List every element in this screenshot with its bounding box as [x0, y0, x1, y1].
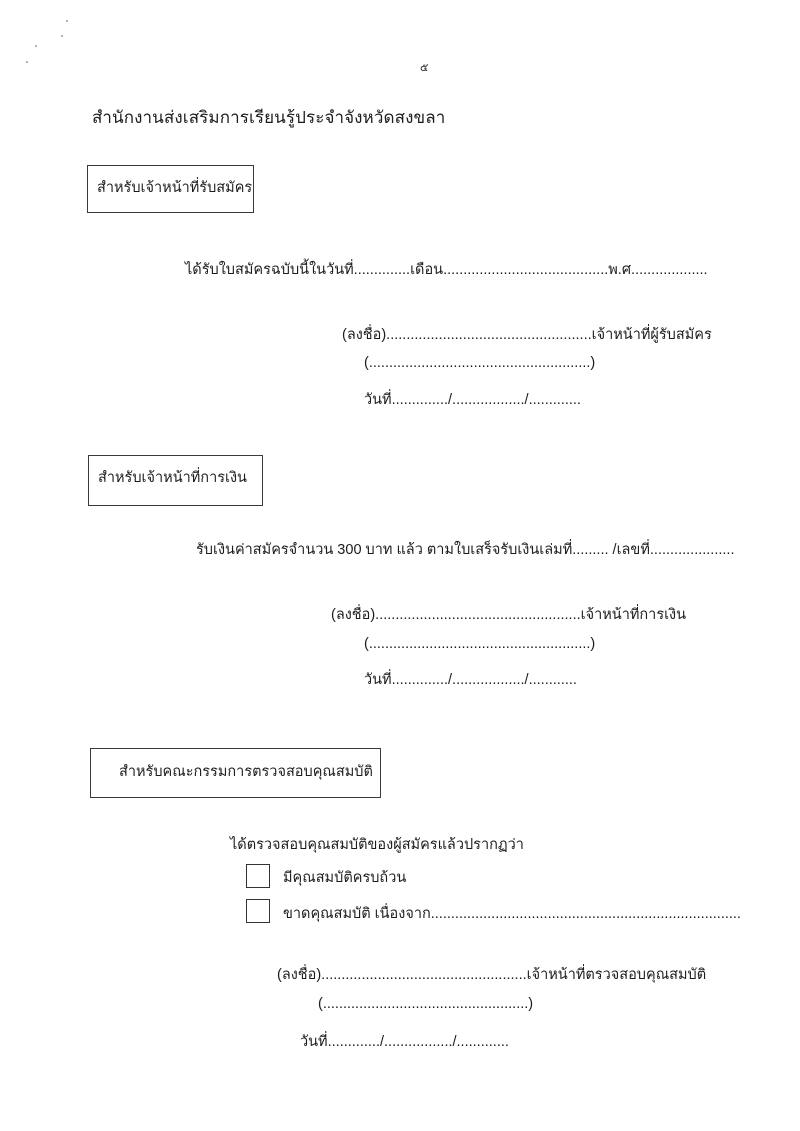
section-heading-box	[90, 748, 381, 798]
printed-name-line[interactable]: (.......................................................)	[364, 355, 596, 371]
page-number: ๕	[420, 62, 429, 74]
section-heading: สำหรับเจ้าหน้าที่การเงิน	[98, 470, 247, 486]
scan-speck	[26, 61, 28, 63]
section-heading: สำหรับคณะกรรมการตรวจสอบคุณสมบัติ	[119, 764, 373, 780]
office-name: สำนักงานส่งเสริมการเรียนรู้ประจำจังหวัดสงขลา	[92, 108, 446, 127]
printed-name-line[interactable]: (...................................................)	[318, 996, 534, 1012]
signature-line[interactable]: (ลงชื่อ)...................................................เจ้าหน้าที่การเงิน	[331, 607, 687, 623]
date-line[interactable]: วันที่............../................../.............	[364, 392, 581, 408]
signature-line[interactable]: (ลงชื่อ)...................................................เจ้าหน้าที่ผู้รับสมัคร	[342, 327, 712, 343]
option-qualified-label: มีคุณสมบัติครบถ้วน	[283, 870, 407, 886]
scan-speck	[61, 35, 63, 37]
checkbox-qualified[interactable]	[246, 864, 270, 888]
section-heading: สำหรับเจ้าหน้าที่รับสมัคร	[97, 180, 253, 196]
fee-received-statement: รับเงินค่าสมัครจำนวน 300 บาท แล้ว ตามใบเสร็จรับเงินเล่มที่......... /เลขที่.....................	[196, 542, 735, 558]
option-not-qualified-label[interactable]: ขาดคุณสมบัติ เนื่องจาก.............................................................................	[283, 906, 741, 922]
printed-name-line[interactable]: (.......................................................)	[364, 636, 596, 652]
signature-line[interactable]: (ลงชื่อ)...................................................เจ้าหน้าที่ตรวจสอบคุณสมบัติ	[277, 967, 707, 983]
received-date-statement: ได้รับใบสมัครฉบับนี้ในวันที่..............เดือน.........................................พ.ศ...................	[185, 262, 708, 278]
section-heading-box	[87, 165, 254, 213]
qualification-statement: ได้ตรวจสอบคุณสมบัติของผู้สมัครแล้วปรากฏว่า	[230, 837, 524, 853]
checkbox-not-qualified[interactable]	[246, 899, 270, 923]
date-line[interactable]: วันที่............./................./.............	[300, 1034, 509, 1050]
scan-speck	[66, 20, 68, 22]
date-line[interactable]: วันที่............../................../............	[364, 672, 577, 688]
section-heading-box	[88, 455, 263, 506]
scan-speck	[35, 45, 37, 47]
